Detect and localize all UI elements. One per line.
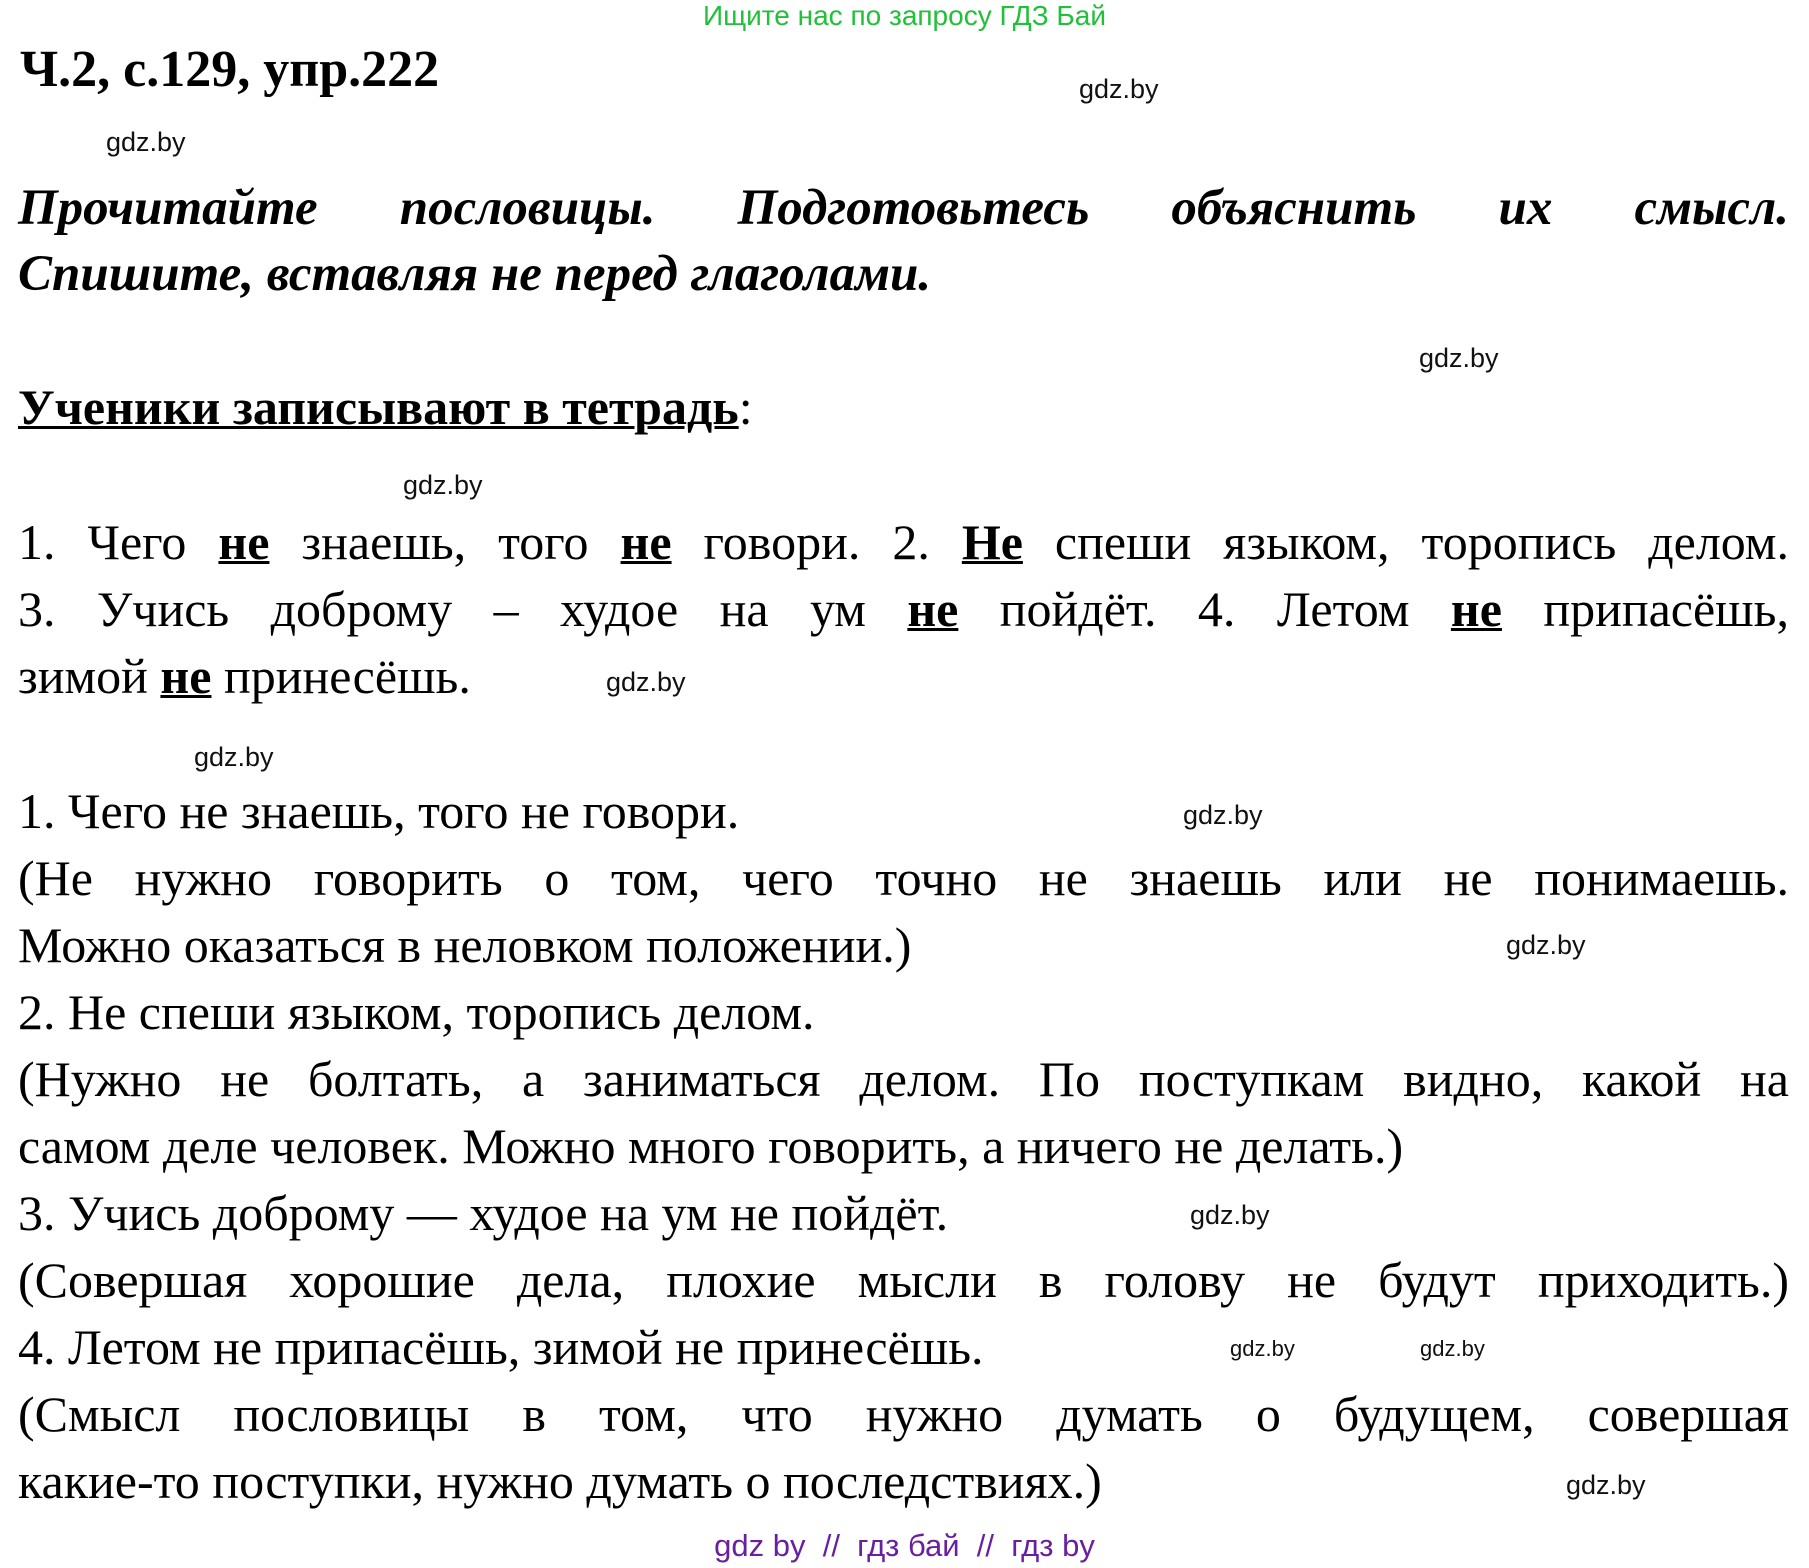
heading-suffix: : bbox=[738, 379, 753, 435]
answer-line: (Нужно не болтать, а заниматься делом. По поступкам видно, какой на bbox=[18, 1051, 1789, 1107]
top-banner[interactable]: Ищите нас по запросу ГДЗ Бай bbox=[702, 0, 1107, 31]
text-segment: пойдёт. 4. Летом bbox=[958, 581, 1451, 637]
page-title: Ч.2, с.129, упр.222 bbox=[20, 41, 440, 98]
heading-text: Ученики записывают в тетрадь bbox=[18, 379, 739, 435]
answer-line: (Совершая хорошие дела, плохие мысли в голову не будут приходить.) bbox=[18, 1252, 1789, 1308]
watermark: gdz.by bbox=[1419, 343, 1499, 373]
watermark: gdz.by bbox=[194, 742, 274, 772]
inserted-ne: не bbox=[218, 514, 270, 570]
watermark: gdz.by bbox=[606, 667, 686, 697]
watermark: gdz.by bbox=[1506, 930, 1586, 960]
answer-line: (Смысл пословицы в том, что нужно думать о будущем, совершая bbox=[18, 1386, 1789, 1442]
watermark: gdz.by bbox=[1079, 74, 1159, 104]
text-segment: 3. Учись доброму – худое на ум bbox=[18, 581, 908, 637]
instruction-line-1: Прочитайте пословицы. Подготовьтесь объяснить их смысл. bbox=[18, 180, 1789, 236]
answer-line: 2. Не спеши языком, торопись делом. bbox=[18, 984, 815, 1040]
inserted-ne: не bbox=[620, 514, 672, 570]
text-segment: спеши языком, торопись делом. bbox=[1022, 514, 1789, 570]
section-heading bbox=[18, 378, 753, 436]
text-segment: говори. 2. bbox=[671, 514, 962, 570]
text-segment: знаешь, того bbox=[269, 514, 621, 570]
answer-line: 1. Чего не знаешь, того не говори. bbox=[18, 783, 740, 839]
text-segment: принесёшь. bbox=[211, 648, 471, 704]
inserted-ne: не bbox=[160, 648, 212, 704]
answer-line: 4. Летом не припасёшь, зимой не принесёшь. bbox=[18, 1319, 984, 1375]
exercise-line bbox=[18, 648, 471, 704]
watermark: gdz.by bbox=[1420, 1336, 1485, 1361]
answer-line: самом деле человек. Можно много говорить, а ничего не делать.) bbox=[18, 1118, 1404, 1174]
watermark: gdz.by bbox=[1230, 1336, 1295, 1361]
watermark: gdz.by bbox=[1566, 1470, 1646, 1500]
watermark: gdz.by bbox=[403, 470, 483, 500]
watermark: gdz.by bbox=[106, 127, 186, 157]
footer-links[interactable]: gdz by // гдз бай // гдз by bbox=[714, 1528, 1095, 1563]
exercise-line bbox=[18, 581, 1789, 637]
instruction-line-2: Спишите, вставляя не перед глаголами. bbox=[18, 246, 932, 302]
answer-line: (Не нужно говорить о том, чего точно не знаешь или не понимаешь. bbox=[18, 850, 1789, 906]
text-segment: зимой bbox=[18, 648, 161, 704]
answer-line: 3. Учись доброму — худое на ум не пойдёт. bbox=[18, 1185, 949, 1241]
inserted-ne: не bbox=[1450, 581, 1502, 637]
watermark: gdz.by bbox=[1190, 1200, 1270, 1230]
answer-line: Можно оказаться в неловком положении.) bbox=[18, 917, 912, 973]
inserted-ne: Не bbox=[961, 514, 1023, 570]
text-segment: припасёшь, bbox=[1501, 581, 1789, 637]
text-segment: 1. Чего bbox=[18, 514, 219, 570]
answer-line: какие-то поступки, нужно думать о последствиях.) bbox=[18, 1453, 1102, 1509]
watermark: gdz.by bbox=[1183, 800, 1263, 830]
exercise-line bbox=[18, 514, 1789, 570]
inserted-ne: не bbox=[907, 581, 959, 637]
